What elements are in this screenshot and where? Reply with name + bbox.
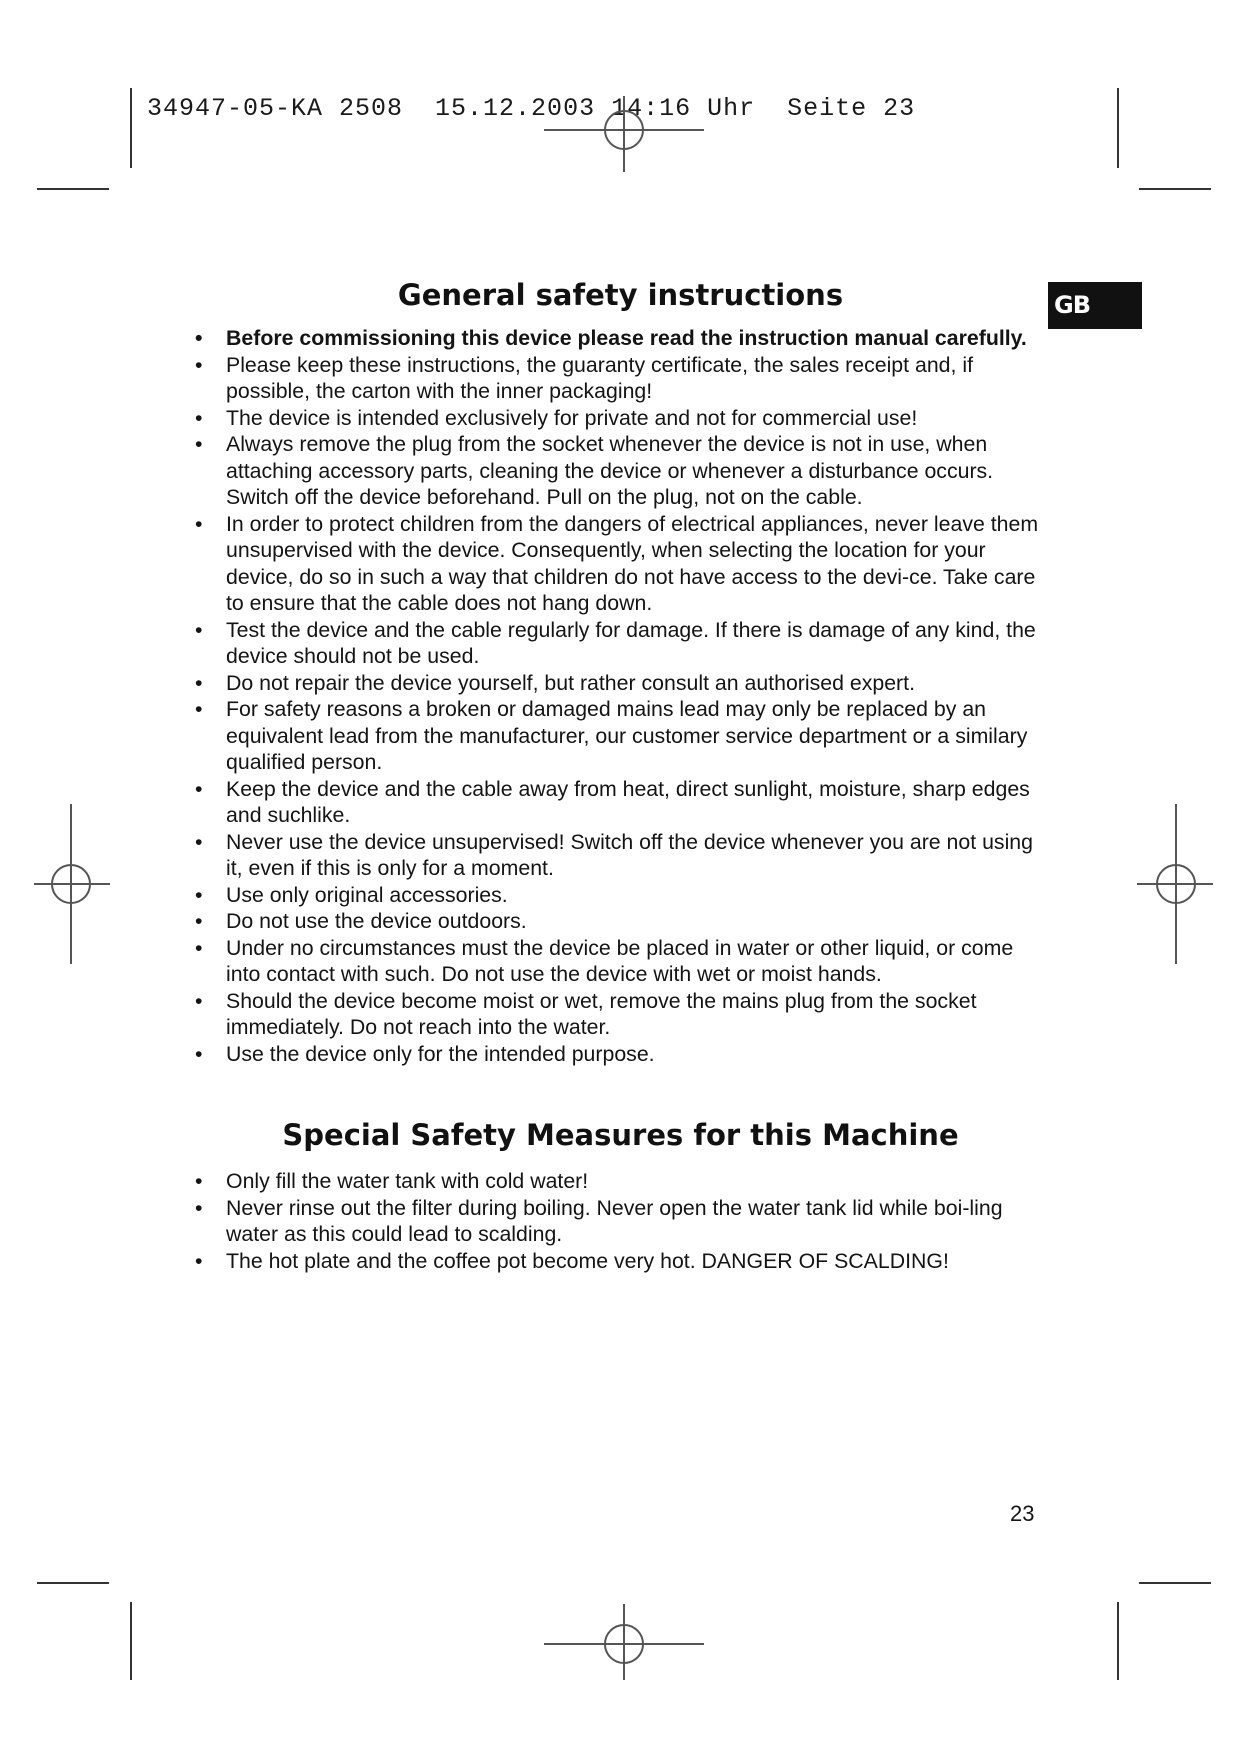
list-item: • Do not repair the device yourself, but rather consult an authorised expert. — [195, 670, 1045, 697]
list-item: • Please keep these instructions, the guaranty certificate, the sales receipt and, if possible, the carton with the inner packaging! — [195, 352, 1045, 405]
general-safety-list — [195, 325, 1045, 1067]
list-item: • Always remove the plug from the socket whenever the device is not in use, when attaching accessory parts, cleaning the device or whenever a disturbance occurs. Switch off the device beforehand. Pull on the plug, not on the cable. — [195, 431, 1045, 511]
special-safety-list — [195, 1168, 1045, 1274]
crop-mark-bottom-left-horizontal — [37, 1582, 109, 1584]
print-job-header: 34947-05-KA 2508 15.12.2003 14:16 Uhr Seite 23 — [147, 94, 916, 123]
crop-mark-bottom-left-vertical — [130, 1602, 132, 1680]
crop-mark-top-right-horizontal — [1139, 188, 1211, 190]
list-item: • Use the device only for the intended purpose. — [195, 1041, 1045, 1068]
registration-mark-left — [34, 804, 110, 964]
page-number: 23 — [1010, 1501, 1035, 1526]
list-item: • Never use the device unsupervised! Switch off the device whenever you are not using it, even if this is only for a moment. — [195, 829, 1045, 882]
special-safety-title: Special Safety Measures for this Machine — [282, 1118, 959, 1152]
crop-mark-bottom-right-vertical — [1117, 1602, 1119, 1680]
crop-mark-top-left-vertical — [130, 88, 132, 168]
general-safety-title: General safety instructions — [397, 278, 844, 312]
list-item: • Under no circumstances must the device be placed in water or other liquid, or come into contact with such. Do not use the device with wet or moist hands. — [195, 935, 1045, 988]
list-item: • Use only original accessories. — [195, 882, 1045, 909]
list-item: • Never rinse out the filter during boiling. Never open the water tank lid while boi-ling water as this could lead to scalding. — [195, 1195, 1045, 1248]
registration-mark-right — [1137, 804, 1213, 964]
list-item: • For safety reasons a broken or damaged mains lead may only be replaced by an equivalent lead from the manufacturer, our customer service department or a similary qualified person. — [195, 696, 1045, 776]
registration-mark-bottom — [544, 1604, 704, 1680]
list-item: • Keep the device and the cable away from heat, direct sunlight, moisture, sharp edges and suchlike. — [195, 776, 1045, 829]
list-item: • The hot plate and the coffee pot become very hot. DANGER OF SCALDING! — [195, 1248, 1045, 1275]
list-item: • Test the device and the cable regularly for damage. If there is damage of any kind, the device should not be used. — [195, 617, 1045, 670]
crop-mark-top-right-vertical — [1117, 88, 1119, 168]
list-item: • Before commissioning this device please read the instruction manual carefully. — [195, 325, 1045, 352]
list-item: • Should the device become moist or wet, remove the mains plug from the socket immediately. Do not reach into the water. — [195, 988, 1045, 1041]
registration-mark-top — [544, 96, 704, 172]
list-item: • In order to protect children from the dangers of electrical appliances, never leave them unsupervised with the device. Consequently, when selecting the location for your device, do so in such a way that children do not have access to the devi-ce. Take care to ensure that the cable does not hang down. — [195, 511, 1045, 617]
list-item: • Only fill the water tank with cold water! — [195, 1168, 1045, 1195]
crop-mark-top-left-horizontal — [37, 188, 109, 190]
language-tab-gb: GB — [1048, 282, 1142, 329]
crop-mark-bottom-right-horizontal — [1139, 1582, 1211, 1584]
list-item: • Do not use the device outdoors. — [195, 908, 1045, 935]
list-item: • The device is intended exclusively for private and not for commercial use! — [195, 405, 1045, 432]
